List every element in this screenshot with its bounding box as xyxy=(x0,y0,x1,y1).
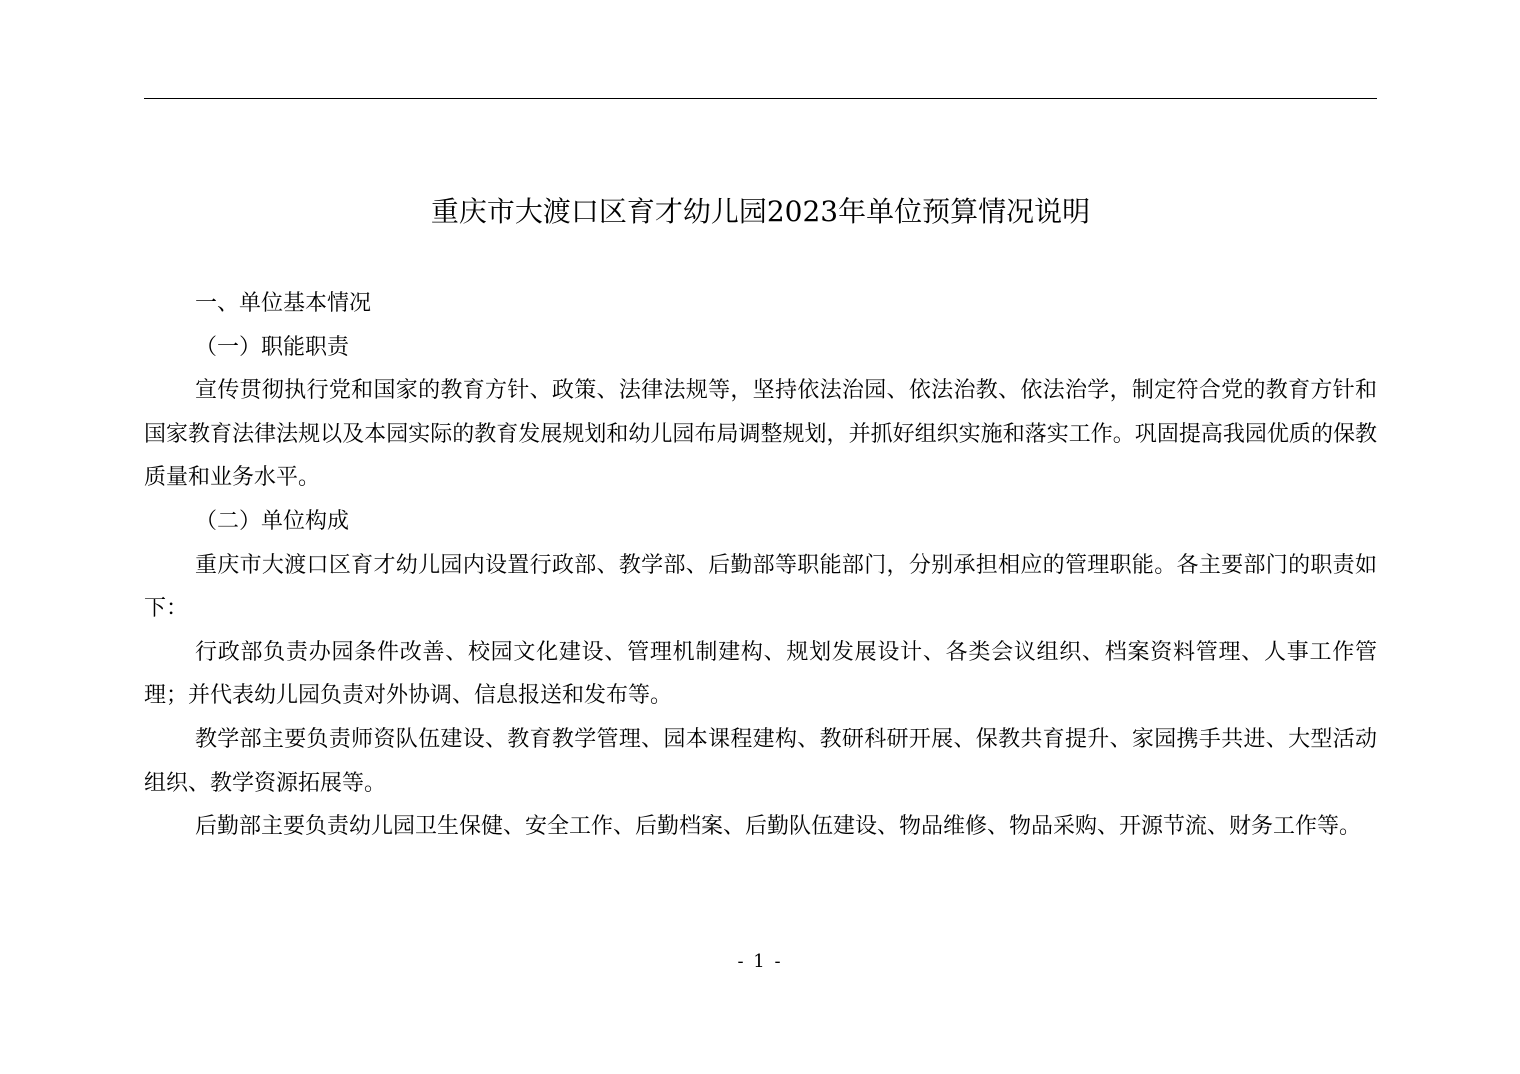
paragraph-composition: 重庆市大渡口区育才幼儿园内设置行政部、教学部、后勤部等职能部门，分别承担相应的管理职能。各主要部门的职责如下： xyxy=(144,552,1377,622)
header-rule xyxy=(144,98,1377,99)
subheading-composition: （二）单位构成 xyxy=(195,508,350,534)
paragraph-functions: 宣传贯彻执行党和国家的教育方针、政策、法律法规等，坚持依法治园、依法治教、依法治学，制定符合党的教育方针和国家教育法律法规以及本园实际的教育发展规划和幼儿园布局调整规划，并抓好组织实施和落实工作。巩固提高我园优质的保教质量和业务水平。 xyxy=(144,378,1377,491)
document-title: 重庆市大渡口区育才幼儿园2023年单位预算情况说明 xyxy=(430,195,1091,228)
page-number: - 1 - xyxy=(737,951,783,972)
heading-unit-basic-info: 一、单位基本情况 xyxy=(195,291,372,316)
paragraph-teaching-dept: 教学部主要负责师资队伍建设、教育教学管理、园本课程建构、教研科研开展、保教共育提升、家园携手共进、大型活动组织、教学资源拓展等。 xyxy=(144,726,1377,796)
document-body xyxy=(144,282,1377,849)
paragraph-logistics-dept: 后勤部主要负责幼儿园卫生保健、安全工作、后勤档案、后勤队伍建设、物品维修、物品采购、开源节流、财务工作等。 xyxy=(195,814,1362,840)
subheading-functions: （一）职能职责 xyxy=(195,334,350,360)
paragraph-admin-dept: 行政部负责办园条件改善、校园文化建设、管理机制建构、规划发展设计、各类会议组织、档案资料管理、人事工作管理；并代表幼儿园负责对外协调、信息报送和发布等。 xyxy=(144,639,1377,709)
